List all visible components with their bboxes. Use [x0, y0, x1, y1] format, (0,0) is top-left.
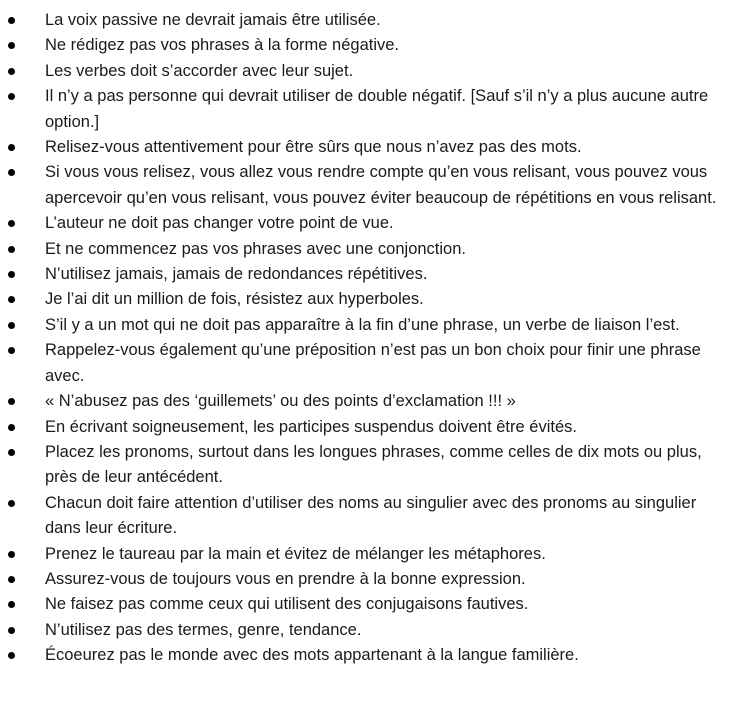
- list-item: [0, 262, 741, 287]
- list-item-text: L’auteur ne doit pas changer votre point de vue.: [45, 214, 394, 233]
- list-item-text: Placez les pronoms, surtout dans les longues phrases, comme celles de dix mots ou plus, près de leur antécédent.: [45, 442, 702, 487]
- bullet-icon: [8, 398, 15, 405]
- list-item: [0, 415, 741, 440]
- bullet-icon: [8, 347, 15, 354]
- list-item: [0, 643, 741, 668]
- list-item-text: Et ne commencez pas vos phrases avec une conjonction.: [45, 239, 466, 258]
- list-item-text: Écoeurez pas le monde avec des mots appartenant à la langue familière.: [45, 646, 579, 665]
- list-item: [0, 135, 741, 160]
- bullet-icon: [8, 42, 15, 49]
- bullet-icon: [8, 551, 15, 558]
- bullet-icon: [8, 93, 15, 100]
- list-item: [0, 491, 741, 542]
- list-item-text: Il n’y a pas personne qui devrait utiliser de double négatif. [Sauf s’il n’y a plus aucune autre option.]: [45, 87, 709, 131]
- bullet-icon: [8, 424, 15, 431]
- list-item-text: Ne faisez pas comme ceux qui utilisent des conjugaisons fautives.: [45, 595, 529, 614]
- bullet-icon: [8, 246, 15, 253]
- list-item: [0, 313, 741, 338]
- list-item: [0, 59, 741, 84]
- list-item: [0, 211, 741, 236]
- list-item-text: Relisez-vous attentivement pour être sûrs que nous n’avez pas des mots.: [45, 138, 582, 157]
- bullet-icon: [8, 576, 15, 583]
- list-item: [0, 592, 741, 617]
- list-item-text: En écrivant soigneusement, les participes suspendus doivent être évités.: [45, 417, 577, 436]
- list-item-text: Prenez le taureau par la main et évitez de mélanger les métaphores.: [45, 544, 546, 563]
- bullet-icon: [8, 220, 15, 227]
- list-item: [0, 389, 741, 414]
- bullet-icon: [8, 449, 15, 456]
- list-item: [0, 618, 741, 643]
- list-item-text: « N’abusez pas des ‘guillemets’ ou des points d’exclamation !!! »: [45, 392, 516, 411]
- bullet-icon: [8, 322, 15, 329]
- bullet-icon: [8, 169, 15, 176]
- list-item-text: Les verbes doit s’accorder avec leur sujet.: [45, 61, 354, 80]
- list-item: [0, 8, 741, 33]
- list-item: [0, 338, 741, 389]
- list-item: [0, 160, 741, 211]
- list-item-text: Ne rédigez pas vos phrases à la forme négative.: [45, 36, 400, 55]
- bullet-icon: [8, 601, 15, 608]
- list-item-text: Rappelez-vous également qu’une préposition n’est pas un bon choix pour finir une phrase avec.: [45, 341, 701, 385]
- list-item: [0, 84, 741, 135]
- bullet-icon: [8, 271, 15, 278]
- list-item-text: La voix passive ne devrait jamais être utilisée.: [45, 11, 381, 29]
- bullet-icon: [8, 652, 15, 659]
- writing-rules-list: [0, 8, 741, 669]
- list-item-text: Je l’ai dit un million de fois, résistez aux hyperboles.: [45, 290, 424, 309]
- list-item-text: N’utilisez jamais, jamais de redondances répétitives.: [45, 265, 428, 284]
- list-item-text: Chacun doit faire attention d’utiliser des noms au singulier avec des pronoms au singulier dans leur écriture.: [45, 493, 697, 538]
- list-item: [0, 33, 741, 58]
- list-item: [0, 542, 741, 567]
- list-item: [0, 440, 741, 491]
- list-item-text: S’il y a un mot qui ne doit pas apparaître à la fin d’une phrase, un verbe de liaison l’est.: [45, 315, 680, 334]
- list-item-text: Si vous vous relisez, vous allez vous rendre compte qu’en vous relisant, vous pouvez vous apercevoir qu’en vous relisant, vous pouvez éviter beaucoup de répétitions en vous relisant.: [45, 163, 717, 207]
- bullet-icon: [8, 296, 15, 303]
- bullet-icon: [8, 68, 15, 75]
- bullet-icon: [8, 17, 15, 24]
- list-item: [0, 287, 741, 312]
- bullet-icon: [8, 144, 15, 151]
- list-item-text: N’utilisez pas des termes, genre, tendance.: [45, 620, 362, 639]
- list-item: [0, 237, 741, 262]
- bullet-icon: [8, 627, 15, 634]
- list-item: [0, 567, 741, 592]
- list-item-text: Assurez-vous de toujours vous en prendre à la bonne expression.: [45, 569, 526, 588]
- bullet-icon: [8, 500, 15, 507]
